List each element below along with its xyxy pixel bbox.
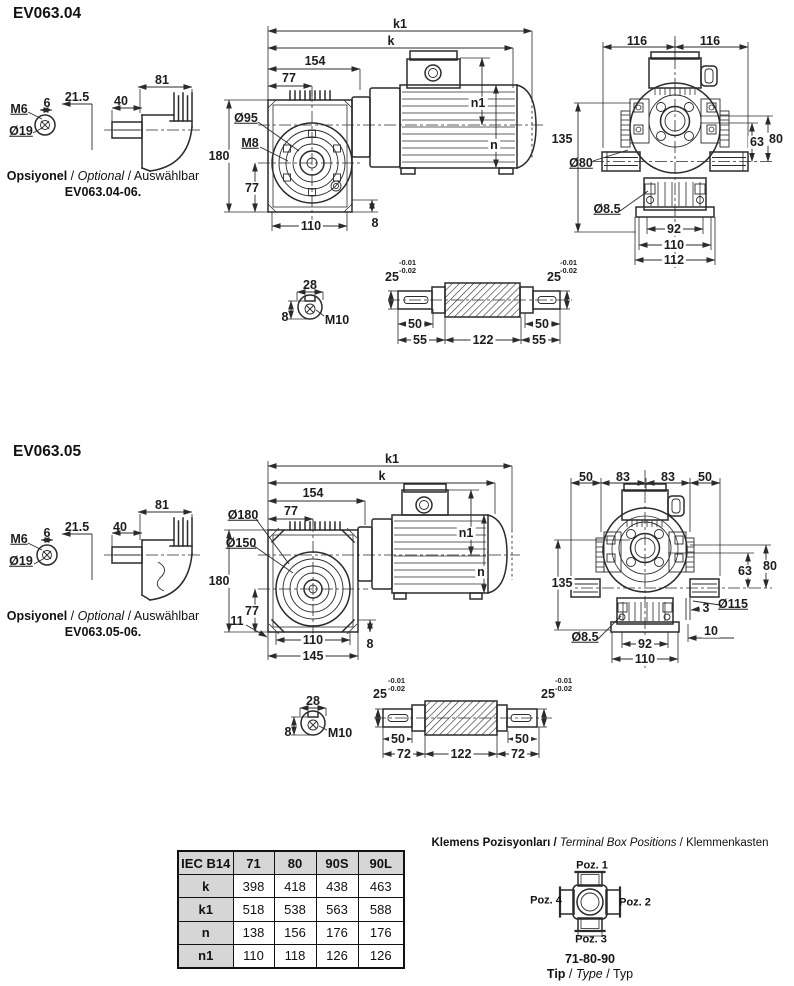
dim-label-145: 145: [302, 648, 324, 663]
dim-label-k1: k1: [393, 16, 407, 31]
dim-label-72-left: 72: [397, 746, 411, 761]
dim-label-dia150: Ø150: [225, 535, 257, 550]
dim-label-n1: n1: [470, 95, 486, 110]
table-header-90s: 90S: [316, 851, 358, 875]
type-label: Tip / Type / Typ: [546, 966, 634, 981]
dim-label-n-2: n: [477, 564, 485, 579]
dim-label-k1-2: k1: [385, 451, 399, 466]
dim-label-dia180: Ø180: [227, 507, 259, 522]
table-row-n: n 138 156 176 176: [178, 921, 404, 944]
dim-label-k: k: [387, 33, 395, 48]
dim-label-28: 28: [303, 277, 317, 292]
table-header-iec: IEC B14: [178, 851, 233, 875]
dim-label-154: 154: [304, 53, 326, 68]
dim-label-n: n: [490, 137, 498, 152]
dim-label-77-top-2: 77: [284, 503, 298, 518]
dim-label-40-2: 40: [113, 519, 127, 534]
terminal-box-position-diagram: [560, 872, 620, 936]
table-row-k: k 398 418 438 463: [178, 875, 404, 898]
section1-title: EV063.04: [13, 5, 82, 22]
dim-label-10: 10: [704, 623, 718, 638]
position-4-label: Poz. 4: [530, 894, 562, 907]
dim-label-m6-2: M6: [10, 531, 28, 546]
dim-label-80: 80: [769, 131, 783, 146]
caption-model-code: EV063.04-06.: [64, 185, 142, 199]
tolerance-right: -0.01 -0.02: [560, 258, 578, 275]
table-header-row: [178, 851, 404, 875]
dim-label-dia19: Ø19: [9, 123, 33, 138]
dim-label-135: 135: [551, 131, 573, 146]
dim-label-110-2: 110: [302, 632, 324, 647]
dim-label-40: 40: [114, 93, 128, 108]
dim-label-72-right: 72: [511, 746, 525, 761]
dim-label-50-left-2: 50: [391, 731, 405, 746]
dim-label-50-right: 50: [535, 316, 549, 331]
dim-label-110-front: 110: [663, 237, 685, 252]
dim-label-116-right: 116: [699, 33, 721, 48]
table-row-n1: n1 110 118 126 126: [178, 944, 404, 968]
dim-label-63-2: 63: [738, 563, 752, 578]
dim-label-dia115: Ø115: [718, 596, 748, 611]
dim-label-83-a: 83: [616, 469, 630, 484]
dim-label-m10: M10: [324, 312, 350, 327]
motor-size-label: 71-80-90: [564, 951, 616, 966]
dim-label-180: 180: [208, 148, 230, 163]
dim-label-50-b: 50: [698, 469, 712, 484]
dim-label-k-2: k: [378, 468, 386, 483]
dim-label-21-5-2: 21.5: [64, 519, 90, 534]
dim-label-m8: M8: [241, 135, 259, 150]
dim-label-77-left: 77: [245, 180, 259, 195]
terminal-box-positions-title: Klemens Pozisyonları / Terminal Box Positions / Klemmenkasten: [431, 837, 769, 849]
dim-label-6: 6: [43, 95, 51, 110]
table-header-90l: 90L: [358, 851, 404, 875]
section2-optional-caption: Opsiyonel / Optional / Auswählbar EV063.05-06.: [3, 608, 203, 640]
dim-label-25-left: 25: [385, 269, 399, 284]
dim-label-dia19-2: Ø19: [9, 553, 33, 568]
dim-label-50-right-2: 50: [515, 731, 529, 746]
dim-label-11: 11: [230, 613, 244, 628]
dim-label-116-left: 116: [626, 33, 648, 48]
section1-optional-caption: Opsiyonel / Optional / Auswählbar EV063.04-06.: [3, 168, 203, 200]
position-3-label: Poz. 3: [575, 933, 607, 946]
ev06305-key-cross-section: [291, 708, 327, 735]
dim-label-dia95: Ø95: [234, 110, 258, 125]
dim-label-92: 92: [667, 221, 681, 236]
caption-model-code-2: EV063.05-06.: [64, 625, 142, 639]
dim-label-25-left-2: 25: [373, 686, 387, 701]
dim-label-55-right: 55: [532, 332, 546, 347]
dim-label-key-8: 8: [281, 309, 289, 324]
tolerance-left: -0.01 -0.02: [399, 258, 417, 275]
dim-label-key-8-2: 8: [284, 724, 292, 739]
dim-label-92-2: 92: [638, 636, 652, 651]
dim-label-83-b: 83: [661, 469, 675, 484]
dim-label-122: 122: [472, 332, 494, 347]
dim-label-dia8-5: Ø8.5: [593, 201, 621, 216]
iec-b14-dimension-table: [177, 850, 405, 969]
dim-label-80-2: 80: [763, 558, 777, 573]
dim-label-77-left-2: 77: [245, 603, 259, 618]
ev06304-main-assembly-drawing: [224, 26, 545, 231]
dim-label-81-2: 81: [155, 497, 169, 512]
dim-label-77-top: 77: [282, 70, 296, 85]
dim-label-21-5: 21.5: [64, 89, 90, 104]
dim-label-m10-2: M10: [327, 725, 353, 740]
dim-label-25-right: 25: [547, 269, 561, 284]
dim-label-m6: M6: [10, 101, 28, 116]
dim-label-110-front-2: 110: [634, 651, 656, 666]
ev06305-main-assembly-drawing: [224, 461, 520, 660]
dim-label-6-2: 6: [43, 525, 51, 540]
position-2-label: Poz. 2: [619, 896, 651, 909]
dim-label-180-2: 180: [208, 573, 230, 588]
dim-label-28-2: 28: [306, 693, 320, 708]
ev06304-key-cross-section: [288, 292, 324, 319]
dim-label-55-left: 55: [413, 332, 427, 347]
caption-turkish: Opsiyonel: [6, 169, 68, 183]
dim-label-81: 81: [155, 72, 169, 87]
dim-label-50-a: 50: [579, 469, 593, 484]
dim-label-50-left: 50: [408, 316, 422, 331]
dim-label-dia80: Ø80: [569, 155, 593, 170]
dim-label-135-2: 135: [551, 575, 573, 590]
tolerance-left-2: -0.01 -0.02: [388, 676, 406, 693]
ev06304-optional-shaft-detail: [28, 104, 92, 150]
table-header-71: 71: [233, 851, 274, 875]
dim-label-n1-2: n1: [458, 525, 474, 540]
dim-label-dia8-5-2: Ø8.5: [571, 629, 599, 644]
dim-label-154-2: 154: [302, 485, 324, 500]
dim-label-110: 110: [300, 218, 322, 233]
dim-label-8-2: 8: [366, 636, 374, 651]
dim-label-3: 3: [702, 600, 710, 615]
dim-label-8: 8: [371, 215, 379, 230]
caption-english: Optional: [77, 169, 125, 183]
caption-german: Auswählbar: [133, 169, 200, 183]
table-row-k1: k1 518 538 563 588: [178, 898, 404, 921]
dim-label-25-right-2: 25: [541, 686, 555, 701]
ev06305-optional-shaft-detail: [28, 534, 92, 580]
position-1-label: Poz. 1: [576, 859, 608, 872]
dim-label-112: 112: [663, 252, 685, 267]
section2-title: EV063.05: [13, 443, 82, 460]
dim-label-122-2: 122: [450, 746, 472, 761]
tolerance-right-2: -0.01 -0.02: [555, 676, 573, 693]
table-header-80: 80: [274, 851, 316, 875]
dim-label-63: 63: [750, 134, 764, 149]
